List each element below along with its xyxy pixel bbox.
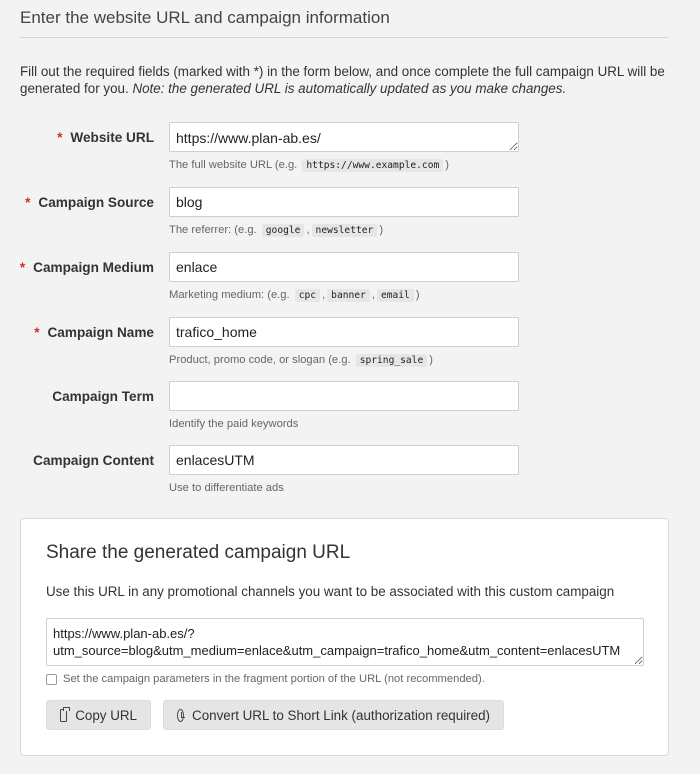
field-label [52, 389, 154, 404]
share-description: Use this URL in any promotional channels you want to be associated with this custom campaign [46, 584, 615, 599]
field-label [20, 260, 154, 275]
help-text: Use to differentiate ads [169, 482, 284, 494]
field-label-text: Campaign Source [38, 195, 154, 210]
form-row [0, 187, 700, 247]
field-label [57, 130, 154, 145]
intro-paragraph [20, 63, 670, 97]
generated-url-field[interactable] [46, 618, 644, 666]
form-row [0, 381, 700, 441]
field-help-text [169, 354, 433, 366]
example-code: https://www.example.com [302, 159, 443, 172]
copy-url-label: Copy URL [75, 707, 137, 723]
title-divider [20, 37, 668, 38]
field-label [25, 195, 154, 210]
link-icon [177, 709, 184, 722]
fragment-checkbox[interactable] [46, 674, 57, 685]
required-marker: * [19, 260, 26, 275]
clipboard-icon [60, 709, 67, 722]
field-label-text: Website URL [70, 130, 154, 145]
field-help-text [169, 159, 449, 171]
required-marker: * [34, 325, 40, 340]
form-row [0, 252, 700, 312]
help-suffix: ) [429, 354, 433, 366]
campaign-source-input[interactable] [169, 187, 519, 217]
help-text: Marketing medium: (e.g. [169, 289, 290, 301]
help-text: Identify the paid keywords [169, 418, 299, 430]
form-row [0, 445, 700, 505]
field-help-text [169, 418, 298, 430]
example-code: email [377, 289, 414, 302]
example-code: spring_sale [356, 354, 428, 367]
required-marker: * [25, 195, 31, 210]
share-panel [20, 518, 669, 756]
field-help-text: The referrer: (e.g. google , newsletter ) [169, 224, 384, 236]
field-label [33, 453, 154, 468]
example-code: newsletter [312, 224, 378, 237]
section-title: Enter the website URL and campaign information [20, 8, 390, 27]
help-text: The full website URL (e.g. [169, 159, 298, 171]
field-label [34, 325, 154, 340]
share-title: Share the generated campaign URL [46, 542, 351, 563]
example-code: cpc [295, 289, 320, 302]
form-row [0, 317, 700, 377]
help-suffix: ) [445, 159, 449, 171]
campaign-medium-input[interactable] [169, 252, 519, 282]
short-link-label: Convert URL to Short Link (authorization required) [192, 707, 490, 723]
field-label-text: Campaign Name [47, 325, 154, 340]
field-label-text: Campaign Medium [33, 260, 154, 275]
help-text: Product, promo code, or slogan (e.g. [169, 354, 351, 366]
copy-url-button[interactable] [46, 700, 151, 730]
field-help-text: Marketing medium: (e.g. cpc , banner , email ) [169, 289, 420, 301]
website-url-input[interactable] [169, 122, 519, 152]
field-label-text: Campaign Term [52, 389, 154, 404]
required-marker: * [57, 130, 63, 145]
help-suffix: ) [415, 289, 420, 301]
fragment-option[interactable] [46, 672, 485, 686]
example-code: google [262, 224, 305, 237]
fragment-option-label: Set the campaign parameters in the fragment portion of the URL (not recommended). [63, 673, 485, 685]
intro-note: Note: the generated URL is automatically updated as you make changes. [132, 81, 567, 96]
campaign-term-input[interactable] [169, 381, 519, 411]
example-code: banner [327, 289, 370, 302]
campaign-name-input[interactable] [169, 317, 519, 347]
intro-text: Fill out the required fields (marked with *) in the form below, and once complete the full campaign URL will be generated for you. [20, 64, 665, 96]
form-row [0, 122, 700, 182]
field-help-text [169, 482, 284, 494]
field-label-text: Campaign Content [33, 453, 154, 468]
short-link-button[interactable] [163, 700, 504, 730]
campaign-content-input[interactable] [169, 445, 519, 475]
help-text: The referrer: (e.g. [169, 224, 257, 236]
help-suffix: ) [379, 224, 384, 236]
